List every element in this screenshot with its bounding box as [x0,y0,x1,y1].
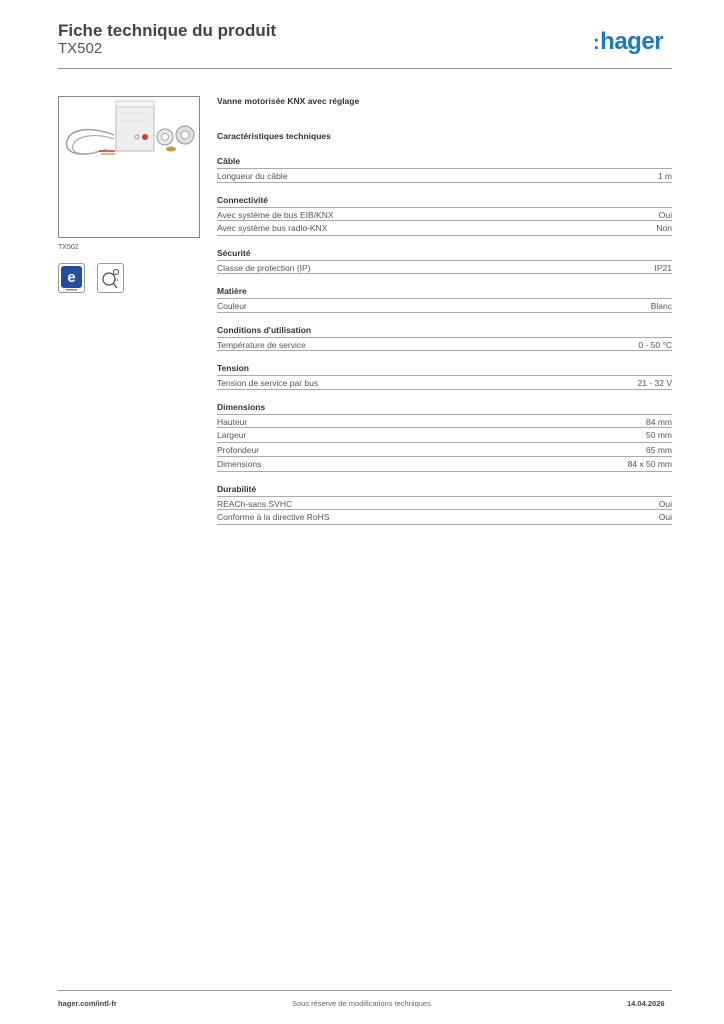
knx-device-icon [98,264,123,292]
spec-label: Tension de service par bus [217,378,319,388]
e-energy-icon [59,264,84,292]
spec-value: Oui [658,209,672,220]
spec-label: Avec système de bus EIB/KNX [217,209,334,220]
spec-rows [217,207,672,236]
spec-label: Avec système bus radio-KNX [217,223,328,233]
hager-logo: :hager [593,28,664,55]
section-title: Dimensions [217,401,266,412]
spec-value: Oui [658,498,672,509]
spec-content [217,95,672,525]
brand-name: hager [600,28,664,55]
spec-rows [217,298,672,313]
product-reference: TX502 [58,40,103,57]
svg-text:e: e [67,269,76,286]
footer-divider [58,990,672,991]
spec-row [217,457,672,472]
section-title: Tension [217,363,249,373]
page-title: Fiche technique du produit [58,21,277,40]
spec-row [217,298,672,313]
spec-label: Longueur du câble [217,171,288,181]
product-image [59,97,199,237]
spec-value: 65 mm [646,444,672,455]
svg-text:24: 24 [114,277,119,282]
spec-label: Dimensions [217,459,262,469]
spec-row [217,260,672,275]
spec-label: Température de service [217,339,306,350]
section-title: Conditions d'utilisation [217,324,312,335]
spec-row [217,375,672,390]
spec-value: 0 - 50 °C [638,339,672,350]
section-title: Câble [217,156,241,166]
spec-row [217,221,672,236]
spec-row [217,496,672,511]
spec-section [217,155,672,183]
spec-label: REACh-sans SVHC [217,498,293,509]
section-title: Sécurité [217,247,251,258]
e-energy-badge [58,263,85,293]
spec-row [217,443,672,458]
spec-label: Conforme à la directive RoHS [217,512,330,522]
section-title: Connectivité [217,194,269,205]
spec-value: 21 - 32 V [637,378,672,388]
spec-section [217,483,672,525]
spec-row [217,510,672,525]
spec-value: 1 m [657,171,672,181]
spec-value: Oui [658,512,672,522]
knx-device-badge [97,263,124,293]
spec-value: 84 x 50 mm [627,459,672,469]
spec-label: Couleur [217,301,247,311]
spec-value: Blanc [650,301,672,311]
product-name: Vanne motorisée KNX avec réglage [217,96,360,106]
section-title: Durabilité [217,483,257,494]
spec-value: IP21 [654,262,672,273]
spec-value: 50 mm [646,430,672,440]
spec-rows [217,260,672,275]
image-caption: TX502 [58,244,79,251]
footer-date: 14.04.2026 [627,999,665,1008]
spec-label: Profondeur [217,444,260,455]
footer-website[interactable]: hager.com/intl-fr [58,999,117,1008]
spec-section [217,324,672,352]
spec-label: Largeur [217,430,247,440]
spec-rows [217,496,672,525]
spec-section [217,194,672,236]
spec-section [217,247,672,275]
footer-disclaimer: Sous réserve de modifications techniques [292,999,431,1008]
spec-row [217,168,672,183]
spec-section [217,401,672,472]
spec-section [217,362,672,390]
spec-section [217,285,672,313]
spec-rows [217,168,672,183]
spec-rows [217,337,672,352]
spec-sections [217,155,672,525]
spec-value: Non [656,223,672,233]
header-divider [58,68,672,69]
spec-rows [217,414,672,472]
spec-row [217,207,672,222]
spec-row [217,414,672,429]
spec-row [217,428,672,443]
product-image-frame [58,96,200,238]
spec-rows [217,375,672,390]
spec-row [217,337,672,352]
spec-label: Classe de protection (IP) [217,262,311,273]
specs-heading: Caractéristiques techniques [217,131,331,141]
spec-value: 84 mm [646,416,672,427]
spec-label: Hauteur [217,416,248,427]
section-title: Matière [217,286,247,296]
